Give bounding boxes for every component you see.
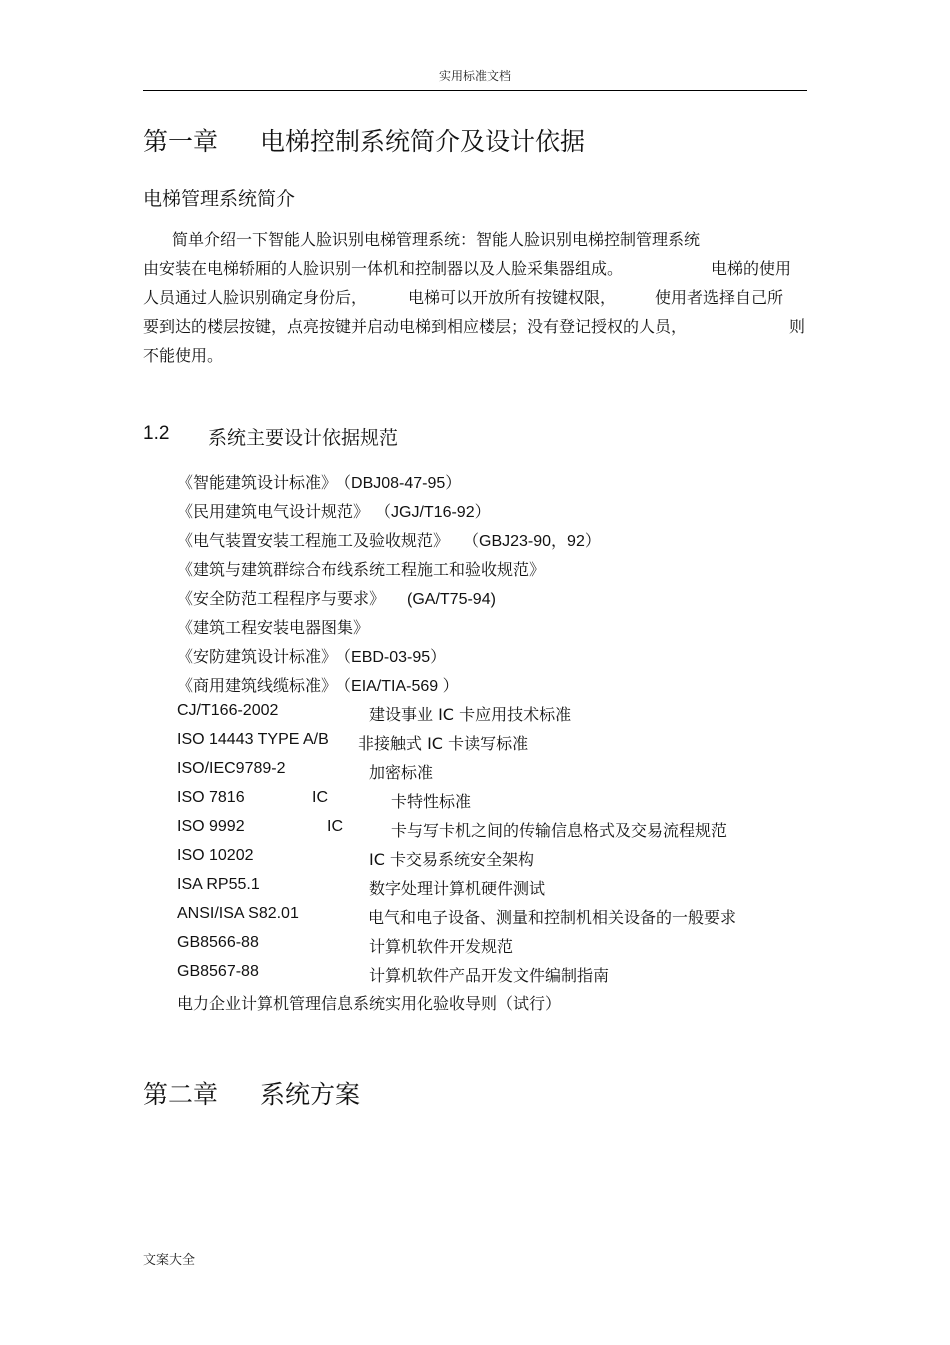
book-ref-code: （JGJ/T16-92）	[383, 504, 491, 521]
standard-ref-8-desc: 电气和电子设备、测量和控制机相关设备的一般要求	[368, 908, 737, 927]
book-ref-code: （EBD-03-95）	[343, 649, 447, 666]
standard-ref-9-code: GB8566-88	[177, 934, 259, 951]
paragraph-line-5: 不能使用。	[143, 346, 224, 365]
standard-ref-5-mid: IC	[327, 818, 343, 835]
final-ref: 电力企业计算机管理信息系统实用化验收导则（试行）	[177, 994, 562, 1013]
standard-ref-1-desc: 建设事业 IC 卡应用技术标准	[369, 705, 572, 724]
standard-ref-6-code: ISO 10202	[177, 847, 254, 864]
standard-ref-6-desc: IC 卡交易系统安全架构	[369, 850, 534, 869]
paragraph-line-4a: 要到达的楼层按键，点亮按键并启动电梯到相应楼层；没有登记授权的人员，	[143, 317, 688, 336]
book-ref-8	[177, 673, 459, 696]
section2-title: 系统主要设计依据规范	[208, 427, 399, 449]
book-ref-title: 《建筑与建筑群综合布线系统工程施工和验收规范》	[177, 560, 546, 579]
book-ref-7	[177, 644, 446, 667]
chapter1-number: 第一章	[143, 127, 219, 156]
paragraph-line-3b: 电梯可以开放所有按键权限，	[408, 288, 617, 307]
standard-ref-2-desc: 非接触式 IC 卡读写标准	[358, 734, 529, 753]
standard-ref-5-code: ISO 9992	[177, 818, 245, 835]
book-ref-title: 《建筑工程安装电器图集》	[177, 618, 370, 637]
paragraph-line-3a: 人员通过人脸识别确定身份后，	[143, 288, 368, 307]
standard-ref-3-desc: 加密标准	[369, 763, 434, 782]
standard-ref-4-code: ISO 7816	[177, 789, 245, 806]
standard-ref-10-code: GB8567-88	[177, 963, 259, 980]
book-ref-title: 《商用建筑线缆标准》	[177, 676, 338, 695]
chapter2-number: 第二章	[143, 1080, 219, 1109]
book-ref-2	[177, 499, 491, 522]
book-ref-title: 《电气装置安装工程施工及验收规范》	[177, 531, 450, 550]
book-ref-title: 《安全防范工程程序与要求》	[177, 589, 386, 608]
standard-ref-1-code: CJ/T166-2002	[177, 702, 279, 719]
section1-title: 电梯管理系统简介	[143, 188, 296, 210]
book-ref-1	[177, 470, 461, 493]
book-ref-3	[177, 528, 601, 551]
standard-ref-3-code: ISO/IEC9789-2	[177, 760, 286, 777]
paragraph-line-2b: 电梯的使用	[711, 259, 792, 278]
book-ref-title: 《民用建筑电气设计规范》	[177, 502, 370, 521]
standard-ref-4-mid: IC	[312, 789, 328, 806]
page-header: 实用标准文档	[438, 69, 511, 83]
book-ref-code: （EIA/TIA-569 ）	[343, 678, 459, 695]
standard-ref-9-desc: 计算机软件开发规范	[369, 937, 514, 956]
standard-ref-8-code: ANSI/ISA S82.01	[177, 905, 299, 922]
standard-ref-7-desc: 数字处理计算机硬件测试	[369, 879, 546, 898]
standard-ref-5-desc: 卡与写卡机之间的传输信息格式及交易流程规范	[391, 821, 728, 840]
book-ref-code: （GBJ23-90，92）	[471, 533, 601, 550]
header-divider	[143, 90, 807, 91]
paragraph-line-3c: 使用者选择自己所	[655, 288, 784, 307]
book-ref-4	[177, 557, 545, 580]
paragraph-line-1: 简单介绍一下智能人脸识别电梯管理系统：智能人脸识别电梯控制管理系统	[172, 230, 701, 249]
standard-ref-7-code: ISA RP55.1	[177, 876, 260, 893]
paragraph-line-2a: 由安装在电梯轿厢的人脸识别一体机和控制器以及人脸采集器组成。	[143, 259, 624, 278]
book-ref-code: （DBJ08-47-95）	[343, 475, 462, 492]
book-ref-5	[177, 586, 496, 609]
section2-number: 1.2	[143, 423, 170, 444]
book-ref-6	[177, 615, 369, 638]
standard-ref-4-desc: 卡特性标准	[391, 792, 472, 811]
chapter2-title: 系统方案	[260, 1080, 361, 1109]
chapter1-title: 电梯控制系统简介及设计依据	[260, 127, 586, 156]
book-ref-title: 《安防建筑设计标准》	[177, 647, 338, 666]
standard-ref-10-desc: 计算机软件产品开发文件编制指南	[369, 966, 610, 985]
paragraph-line-4b: 则	[789, 317, 806, 336]
standard-ref-2-code: ISO 14443 TYPE A/B	[177, 731, 329, 748]
book-ref-title: 《智能建筑设计标准》	[177, 473, 338, 492]
page-footer: 文案大全	[143, 1253, 196, 1268]
book-ref-code: (GA/T75-94)	[407, 591, 496, 608]
